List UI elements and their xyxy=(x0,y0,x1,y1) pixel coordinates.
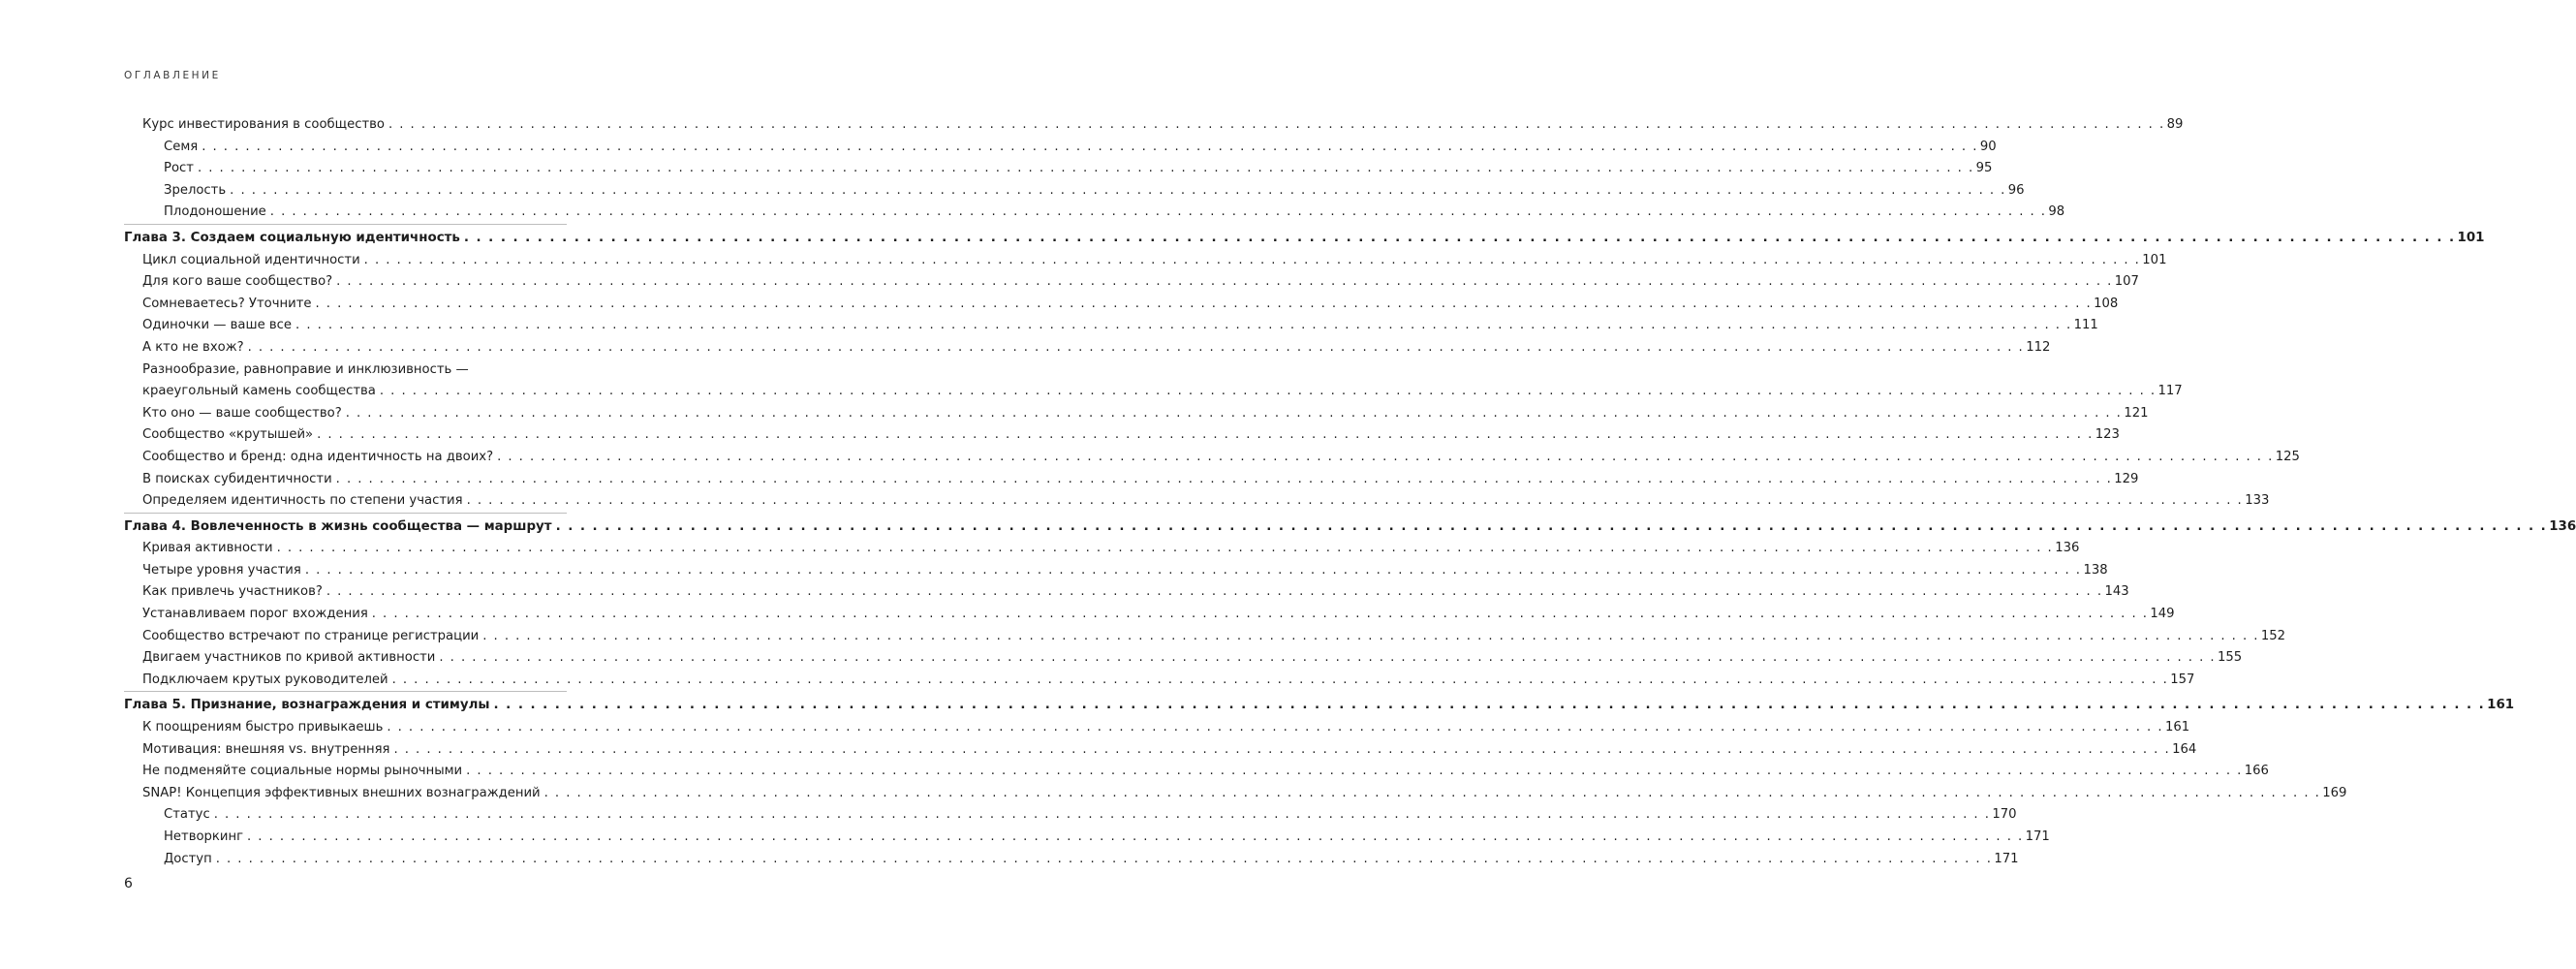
dot-leader xyxy=(342,403,2125,425)
toc-entry[interactable] xyxy=(124,581,2129,604)
toc-page-number: 164 xyxy=(2172,741,2197,757)
toc-entry-title: Как привлечь участников? xyxy=(142,584,323,600)
toc-page-number: 101 xyxy=(2142,252,2167,267)
toc-page-number: 121 xyxy=(2124,405,2149,421)
dot-leader xyxy=(332,271,2115,294)
toc-entry-title: Устанавливаем порог вхождения xyxy=(142,607,368,622)
chapter-divider xyxy=(124,224,567,225)
toc-page-number: 136 xyxy=(2055,541,2080,556)
toc-entry-title: Сообщество и бренд: одна идентичность на двоих? xyxy=(142,449,494,464)
toc-entry-title: Цикл социальной идентичности xyxy=(142,252,360,267)
toc-entry[interactable] xyxy=(124,424,2120,447)
toc-entry-title: Четыре уровня участия xyxy=(142,562,301,578)
toc-entry-title: В поисках субидентичности xyxy=(142,471,332,486)
toc-entry-title: Глава 5. Признание, вознаграждения и стимулы xyxy=(124,698,490,713)
toc-entry[interactable] xyxy=(124,849,2019,871)
dot-leader xyxy=(552,516,2550,539)
toc-entry-title-line: Разнообразие, равноправие и инклюзивность — xyxy=(142,361,469,377)
toc-entry[interactable] xyxy=(124,447,2300,469)
dot-leader xyxy=(383,717,2165,739)
toc-page-number: 125 xyxy=(2275,449,2300,464)
toc-entry[interactable] xyxy=(124,604,2175,626)
toc-page-number: 169 xyxy=(2322,785,2347,800)
toc-entry-title: Сообщество встречают по странице регистрации xyxy=(142,628,480,643)
toc-page-number: 166 xyxy=(2244,764,2269,779)
toc-page-number: 143 xyxy=(2104,584,2129,600)
toc-entry[interactable] xyxy=(124,158,1993,180)
toc-entry-title: Подключаем крутых руководителей xyxy=(142,672,388,687)
table-of-contents xyxy=(124,114,2576,870)
toc-chapter[interactable] xyxy=(124,228,2485,250)
dot-leader xyxy=(490,695,2488,717)
toc-page-number: 96 xyxy=(2007,182,2025,198)
toc-entry[interactable] xyxy=(124,337,2051,359)
dot-leader xyxy=(388,670,2171,692)
toc-entry-title: Кто оно — ваше сообщество? xyxy=(142,405,342,421)
toc-page-number: 161 xyxy=(2487,698,2515,713)
toc-page-number: 129 xyxy=(2114,471,2139,486)
toc-page-number: 170 xyxy=(1992,807,2017,823)
toc-entry[interactable] xyxy=(124,783,2347,805)
toc-page-number: 90 xyxy=(1979,139,1997,154)
dot-leader xyxy=(385,114,2167,137)
toc-entry[interactable] xyxy=(124,180,2025,203)
dot-leader xyxy=(462,761,2245,783)
toc-page-number: 98 xyxy=(2048,204,2065,220)
toc-entry[interactable] xyxy=(124,469,2139,491)
toc-entry[interactable] xyxy=(124,647,2243,670)
dot-leader xyxy=(194,158,1976,180)
toc-page-number: 149 xyxy=(2150,607,2175,622)
toc-entry[interactable] xyxy=(124,626,2286,648)
toc-entry-title: Двигаем участников по кривой активности xyxy=(142,650,436,666)
toc-entry[interactable] xyxy=(124,739,2197,762)
dot-leader xyxy=(463,490,2246,513)
toc-page-number: 89 xyxy=(2166,117,2184,132)
toc-entry-title: Статус xyxy=(164,807,210,823)
toc-page-number: 112 xyxy=(2026,339,2051,355)
chapter-divider xyxy=(124,691,567,692)
dot-leader xyxy=(292,315,2074,337)
page-number: 6 xyxy=(124,876,133,891)
toc-entry-title: Рост xyxy=(164,161,194,176)
toc-entry-title: Глава 4. Вовлеченность в жизнь сообщества — маршрут xyxy=(124,518,552,534)
toc-entry-title: К поощрениям быстро привыкаешь xyxy=(142,720,384,735)
dot-leader xyxy=(360,250,2143,272)
toc-entry-title: Зрелость xyxy=(164,182,227,198)
toc-entry[interactable] xyxy=(124,294,2119,316)
dot-leader xyxy=(266,202,2049,224)
toc-entry[interactable] xyxy=(124,560,2108,582)
running-header: ОГЛАВЛЕНИЕ xyxy=(124,70,221,81)
toc-entry-title: Мотивация: внешняя vs. внутренняя xyxy=(142,741,390,757)
toc-entry-title: Плодоношение xyxy=(164,204,266,220)
toc-page-number: 95 xyxy=(1975,161,1993,176)
toc-page-number: 171 xyxy=(1994,851,2019,866)
chapter-divider xyxy=(124,513,567,514)
toc-page-number: 155 xyxy=(2218,650,2243,666)
toc-chapter[interactable] xyxy=(124,695,2515,717)
toc-entry[interactable] xyxy=(124,761,2269,783)
toc-entry-title: краеугольный камень сообщества xyxy=(142,384,376,399)
toc-entry-title: Сомневаетесь? Уточните xyxy=(142,296,312,311)
dot-leader xyxy=(460,228,2458,250)
toc-page-number: 157 xyxy=(2170,672,2195,687)
toc-entry-title: Сообщество «крутышей» xyxy=(142,427,314,443)
dot-leader xyxy=(435,647,2218,670)
dot-leader xyxy=(226,180,2008,203)
toc-entry[interactable] xyxy=(124,804,2017,827)
toc-entry-title: Доступ xyxy=(164,851,212,866)
toc-entry-title: Определяем идентичность по степени участия xyxy=(142,493,463,509)
toc-entry-title: Для кого ваше сообщество? xyxy=(142,274,333,290)
toc-entry-title: Не подменяйте социальные нормы рыночными xyxy=(142,764,463,779)
dot-leader xyxy=(243,827,2026,849)
toc-entry[interactable] xyxy=(124,670,2195,692)
dot-leader xyxy=(273,538,2056,560)
toc-entry-title: Кривая активности xyxy=(142,541,273,556)
toc-entry-title: Семя xyxy=(164,139,199,154)
dot-leader xyxy=(368,604,2151,626)
toc-entry-title: Глава 3. Создаем социальную идентичность xyxy=(124,230,460,245)
toc-entry[interactable] xyxy=(124,717,2190,739)
toc-entry[interactable] xyxy=(124,114,2184,137)
toc-entry[interactable] xyxy=(124,250,2167,272)
toc-entry-title: Нетворкинг xyxy=(164,829,244,844)
dot-leader xyxy=(210,804,1993,827)
toc-entry[interactable] xyxy=(124,315,2098,337)
toc-entry[interactable] xyxy=(124,381,2183,403)
toc-entry-title: А кто не вхож? xyxy=(142,339,244,355)
toc-entry[interactable] xyxy=(124,538,2080,560)
toc-page-number: 108 xyxy=(2094,296,2119,311)
toc-page-number: 111 xyxy=(2073,318,2098,333)
dot-leader xyxy=(479,626,2261,648)
toc-entry-title: Курс инвестирования в сообщество xyxy=(142,117,385,132)
toc-page-number: 138 xyxy=(2083,562,2108,578)
dot-leader xyxy=(493,447,2276,469)
toc-page-number: 136 xyxy=(2549,518,2576,534)
toc-page-number: 161 xyxy=(2164,720,2190,735)
dot-leader xyxy=(312,294,2095,316)
toc-page-number: 107 xyxy=(2114,274,2139,290)
toc-page-number: 117 xyxy=(2157,384,2183,399)
toc-entry[interactable] xyxy=(124,137,1997,159)
dot-leader xyxy=(198,137,1980,159)
dot-leader xyxy=(376,381,2158,403)
toc-entry-title: SNAP! Концепция эффективных внешних вознаграждений xyxy=(142,785,541,800)
dot-leader xyxy=(212,849,1995,871)
toc-entry[interactable] xyxy=(124,202,2065,224)
toc-entry[interactable] xyxy=(124,271,2139,294)
dot-leader xyxy=(313,424,2095,447)
toc-entry[interactable] xyxy=(124,403,2149,425)
dot-leader xyxy=(244,337,2027,359)
toc-entry[interactable] xyxy=(124,490,2270,513)
toc-page-number: 101 xyxy=(2457,230,2485,245)
dot-leader xyxy=(332,469,2115,491)
toc-entry-title: Одиночки — ваше все xyxy=(142,318,293,333)
toc-entry[interactable] xyxy=(124,827,2050,849)
toc-page-number: 133 xyxy=(2245,493,2270,509)
toc-page-number: 152 xyxy=(2260,628,2286,643)
toc-page-number: 123 xyxy=(2095,427,2120,443)
dot-leader xyxy=(301,560,2084,582)
dot-leader xyxy=(323,581,2105,604)
dot-leader xyxy=(389,739,2172,762)
toc-chapter[interactable] xyxy=(124,516,2576,539)
dot-leader xyxy=(541,783,2323,805)
toc-page-number: 171 xyxy=(2025,829,2050,844)
